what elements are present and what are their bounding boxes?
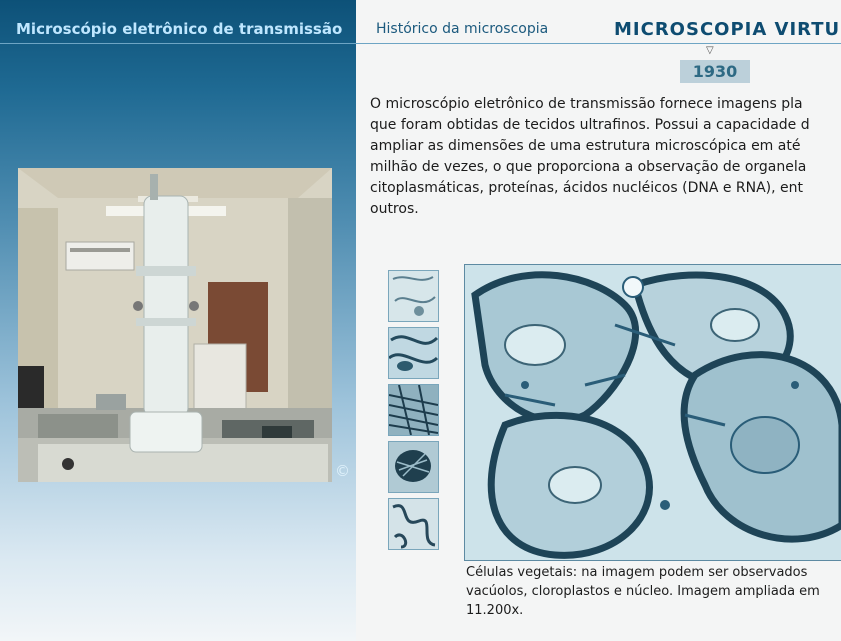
year-badge[interactable]: 1930 bbox=[680, 60, 750, 83]
thumbnail-1[interactable] bbox=[388, 270, 439, 322]
section-title: Microscópio eletrônico de transmissão bbox=[16, 20, 343, 38]
thumbnail-4[interactable] bbox=[388, 441, 439, 493]
site-brand: MICROSCOPIA VIRTU bbox=[614, 19, 841, 40]
history-link[interactable]: Histórico da microscopia bbox=[376, 21, 549, 37]
micrograph-image bbox=[464, 264, 841, 561]
thumbnail-3[interactable] bbox=[388, 384, 439, 436]
thumbnail-5[interactable] bbox=[388, 498, 439, 550]
description-text: O microscópio eletrônico de transmissão fornece imagens pla que foram obtidas de tecidos ultrafinos. Possui a capacidade d ampliar as dimensões de uma estrutura microscópica em até milhão de vezes, o que proporciona a observação de organela citoplasmáticas, proteínas, ácidos nucléicos (DNA e RNA), ent outros. bbox=[370, 96, 810, 217]
header-divider bbox=[0, 43, 841, 44]
timeline-arrow-icon: ▽ bbox=[706, 45, 714, 56]
image-caption: Células vegetais: na imagem podem ser observados vacúolos, cloroplastos e núcleo. Imagem ampliada em 11.200x. bbox=[466, 565, 820, 618]
microscope-photo bbox=[18, 168, 332, 482]
copyright-icon[interactable]: © bbox=[335, 462, 350, 480]
thumbnail-2[interactable] bbox=[388, 327, 439, 379]
